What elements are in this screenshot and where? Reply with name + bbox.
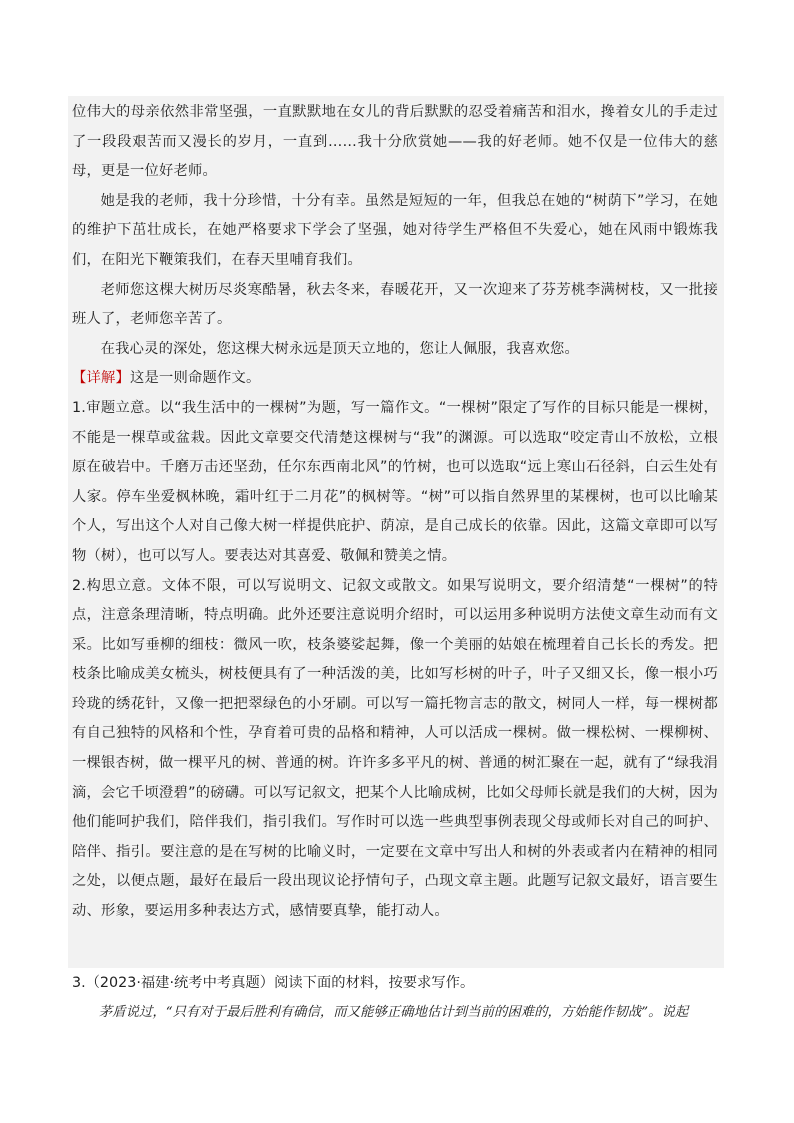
detail-point-2: 2.构思立意。文体不限，可以写说明文、记叙文或散文。如果写说明文，要介绍清楚“一棵树”的特点，注意条理清晰，特点明确。此外还要注意说明介绍时，可以运用多种说明方法使文章生动而有文采。比如写垂柳的细枝：微风一吹，枝条婆娑起舞，像一个美丽的姑娘在梳理着自己长长的秀发。把枝条比喻成美女梳头，树枝便具有了一种活泼的美，比如写杉树的叶子，叶子又细又长，像一根小巧玲珑的绣花针，又像一把把翠绿色的小牙刷。可以写一篇托物言志的散文，树同人一样，每一棵树都有自己独特的风格和个性，孕育着可贵的品格和精神，人可以活成一棵树。做一棵松树、一棵柳树、一棵银杏树，做一棵平凡的树、普通的树。许许多多平凡的树、普通的树汇聚在一起，就有了“绿我涓滴，会它千顷澄碧”的磅礴。可以写记叙文，把某个人比喻成树，比如父母师长就是我们的大树，因为他们能呵护我们，陪伴我们，指引我们。写作时可以选一些典型事例表现父母或师长对自己的呵护、陪伴、指引。要注意的是在写树的比喻义时，一定要在文章中写出人和树的外表或者内在精神的相同之处，以便点题，最好在最后一段出现议论抒情句子，凸现文章主题。此题写记叙文最好，语言要生动、形象，要运用多种表达方式，感情要真挚，能打动人。	[72, 577, 718, 920]
essay-paragraph-3: 老师您这棵大树历尽炎寒酷暑，秋去冬来，春暖花开，又一次迎来了芬芳桃李满树枝，又一批接班人了，老师您辛苦了。	[72, 281, 718, 328]
essay-paragraph-4: 在我心灵的深处，您这棵大树永远是顶天立地的，您让人佩服，我喜欢您。	[100, 340, 579, 357]
essay-paragraph-1: 位伟大的母亲依然非常坚强，一直默默地在女儿的背后默默的忍受着痛苦和泪水，搀着女儿的手走过了一段段艰苦而又漫长的岁月，一直到……我十分欣赏她——我的好老师。她不仅是一位伟大的慈母，更是一位好老师。	[72, 104, 718, 180]
answer-section	[68, 96, 724, 968]
question-3-heading: 3.（2023·福建·统考中考真题）阅读下面的材料，按要求写作。	[72, 975, 475, 991]
detail-intro	[72, 364, 718, 394]
detail-tag: 【详解】	[72, 370, 130, 387]
detail-point-1: 1.审题立意。以“我生活中的一棵树”为题，写一篇作文。“一棵树”限定了写作的目标只能是一棵树，不能是一棵草或盆栽。因此文章要交代清楚这棵树与“我”的渊源。可以选取“咬定青山不放松，立根原在破岩中。千磨万击还坚劲，任尔东西南北风”的竹树，也可以选取“远上寒山石径斜，白云生处有人家。停车坐爱枫林晚，霜叶红于二月花”的枫树等。“树”可以指自然界里的某棵树，也可以比喻某个人，写出这个人对自己像大树一样提供庇护、荫凉，是自己成长的依靠。因此，这篇文章即可以写物（树），也可以写人。要表达对其喜爱、敬佩和赞美之情。	[72, 399, 718, 564]
detail-intro-text: 这是一则命题作文。	[130, 370, 261, 387]
essay-paragraph-2: 她是我的老师，我十分珍惜，十分有幸。虽然是短短的一年，但我总在她的“树荫下”学习，在她的维护下茁壮成长，在她严格要求下学会了坚强，她对待学生严格但不失爱心，她在风雨中锻炼我们，在阳光下鞭策我们，在春天里哺育我们。	[72, 192, 718, 268]
question-3-material: 茅盾说过，“只有对于最后胜利有确信，而又能够正确地估计到当前的困难的，方始能作韧战”。说起	[98, 1005, 689, 1020]
